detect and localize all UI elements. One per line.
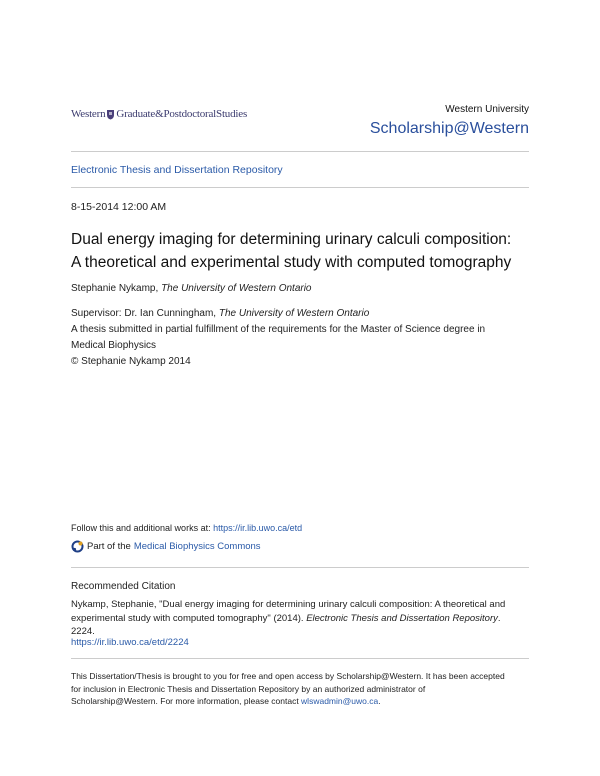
- degree-statement: A thesis submitted in partial fulfillment of the requirements for the Master of Science degree in: [71, 324, 486, 335]
- citation-url[interactable]: https://ir.lib.uwo.ca/etd/2224: [71, 637, 189, 648]
- footer-period: .: [378, 696, 381, 706]
- supervisor-affiliation: The University of Western Ontario: [218, 308, 370, 319]
- supervisor-label: Supervisor: Dr. Ian Cunningham,: [71, 308, 219, 319]
- recommended-citation-heading: Recommended Citation: [71, 581, 176, 592]
- thesis-title: [71, 228, 541, 274]
- logo-gps-text: Graduate&PostdoctoralStudies: [116, 108, 248, 120]
- citation-line: Nykamp, Stephanie, "Dual energy imaging for determining urinary calculi composition: A theoretical and: [71, 599, 506, 610]
- follow-line: [71, 523, 302, 533]
- follow-link[interactable]: https://ir.lib.uwo.ca/etd: [213, 523, 303, 533]
- supervisor: [71, 307, 531, 321]
- footer-line: This Dissertation/Thesis is brought to you for free and open access by Scholarship@Western. It has been accepted: [71, 671, 505, 681]
- author-affiliation: The University of Western Ontario: [161, 283, 312, 294]
- university-name: Western University: [445, 104, 529, 115]
- footer-line: [71, 695, 531, 708]
- divider: [71, 151, 529, 152]
- footer-plain: Scholarship@Western. For more information, please contact: [71, 696, 302, 706]
- part-of-text: Part of the: [87, 541, 131, 552]
- citation-line: [71, 612, 531, 626]
- logo-western-text: Western: [71, 108, 106, 120]
- divider: [71, 658, 529, 659]
- western-gps-logo: [71, 108, 247, 120]
- contact-email-link[interactable]: wlswadmin@uwo.ca: [301, 696, 379, 706]
- scholarship-western-brand[interactable]: Scholarship@Western: [369, 120, 529, 137]
- author-name: Stephanie Nykamp,: [71, 283, 162, 294]
- author: [71, 283, 312, 294]
- follow-text: Follow this and additional works at:: [71, 523, 214, 533]
- degree-program: Medical Biophysics: [71, 340, 157, 351]
- divider: [71, 187, 529, 188]
- citation-plain: experimental study with computed tomography" (2014).: [71, 612, 307, 624]
- thesis-title-line: A theoretical and experimental study with computed tomography: [71, 254, 512, 271]
- publication-date: 8-15-2014 12:00 AM: [71, 201, 167, 213]
- divider: [71, 567, 529, 568]
- repository-link[interactable]: Electronic Thesis and Dissertation Repository: [71, 164, 283, 176]
- part-of-line: [71, 540, 261, 553]
- citation-line: 2224.: [71, 626, 95, 637]
- crest-icon: [106, 109, 115, 120]
- thesis-title-line: Dual energy imaging for determining urinary calculi composition:: [71, 231, 512, 248]
- citation-journal: Electronic Thesis and Dissertation Repository: [306, 612, 498, 624]
- citation-period: .: [497, 612, 501, 624]
- access-statement: [71, 670, 531, 708]
- commons-link[interactable]: Medical Biophysics Commons: [133, 541, 261, 552]
- footer-line: for inclusion in Electronic Thesis and Dissertation Repository by an authorized administrator of: [71, 683, 426, 694]
- citation-text: [71, 598, 531, 639]
- copyright: © Stephanie Nykamp 2014: [71, 356, 191, 367]
- network-commons-icon: [71, 540, 84, 553]
